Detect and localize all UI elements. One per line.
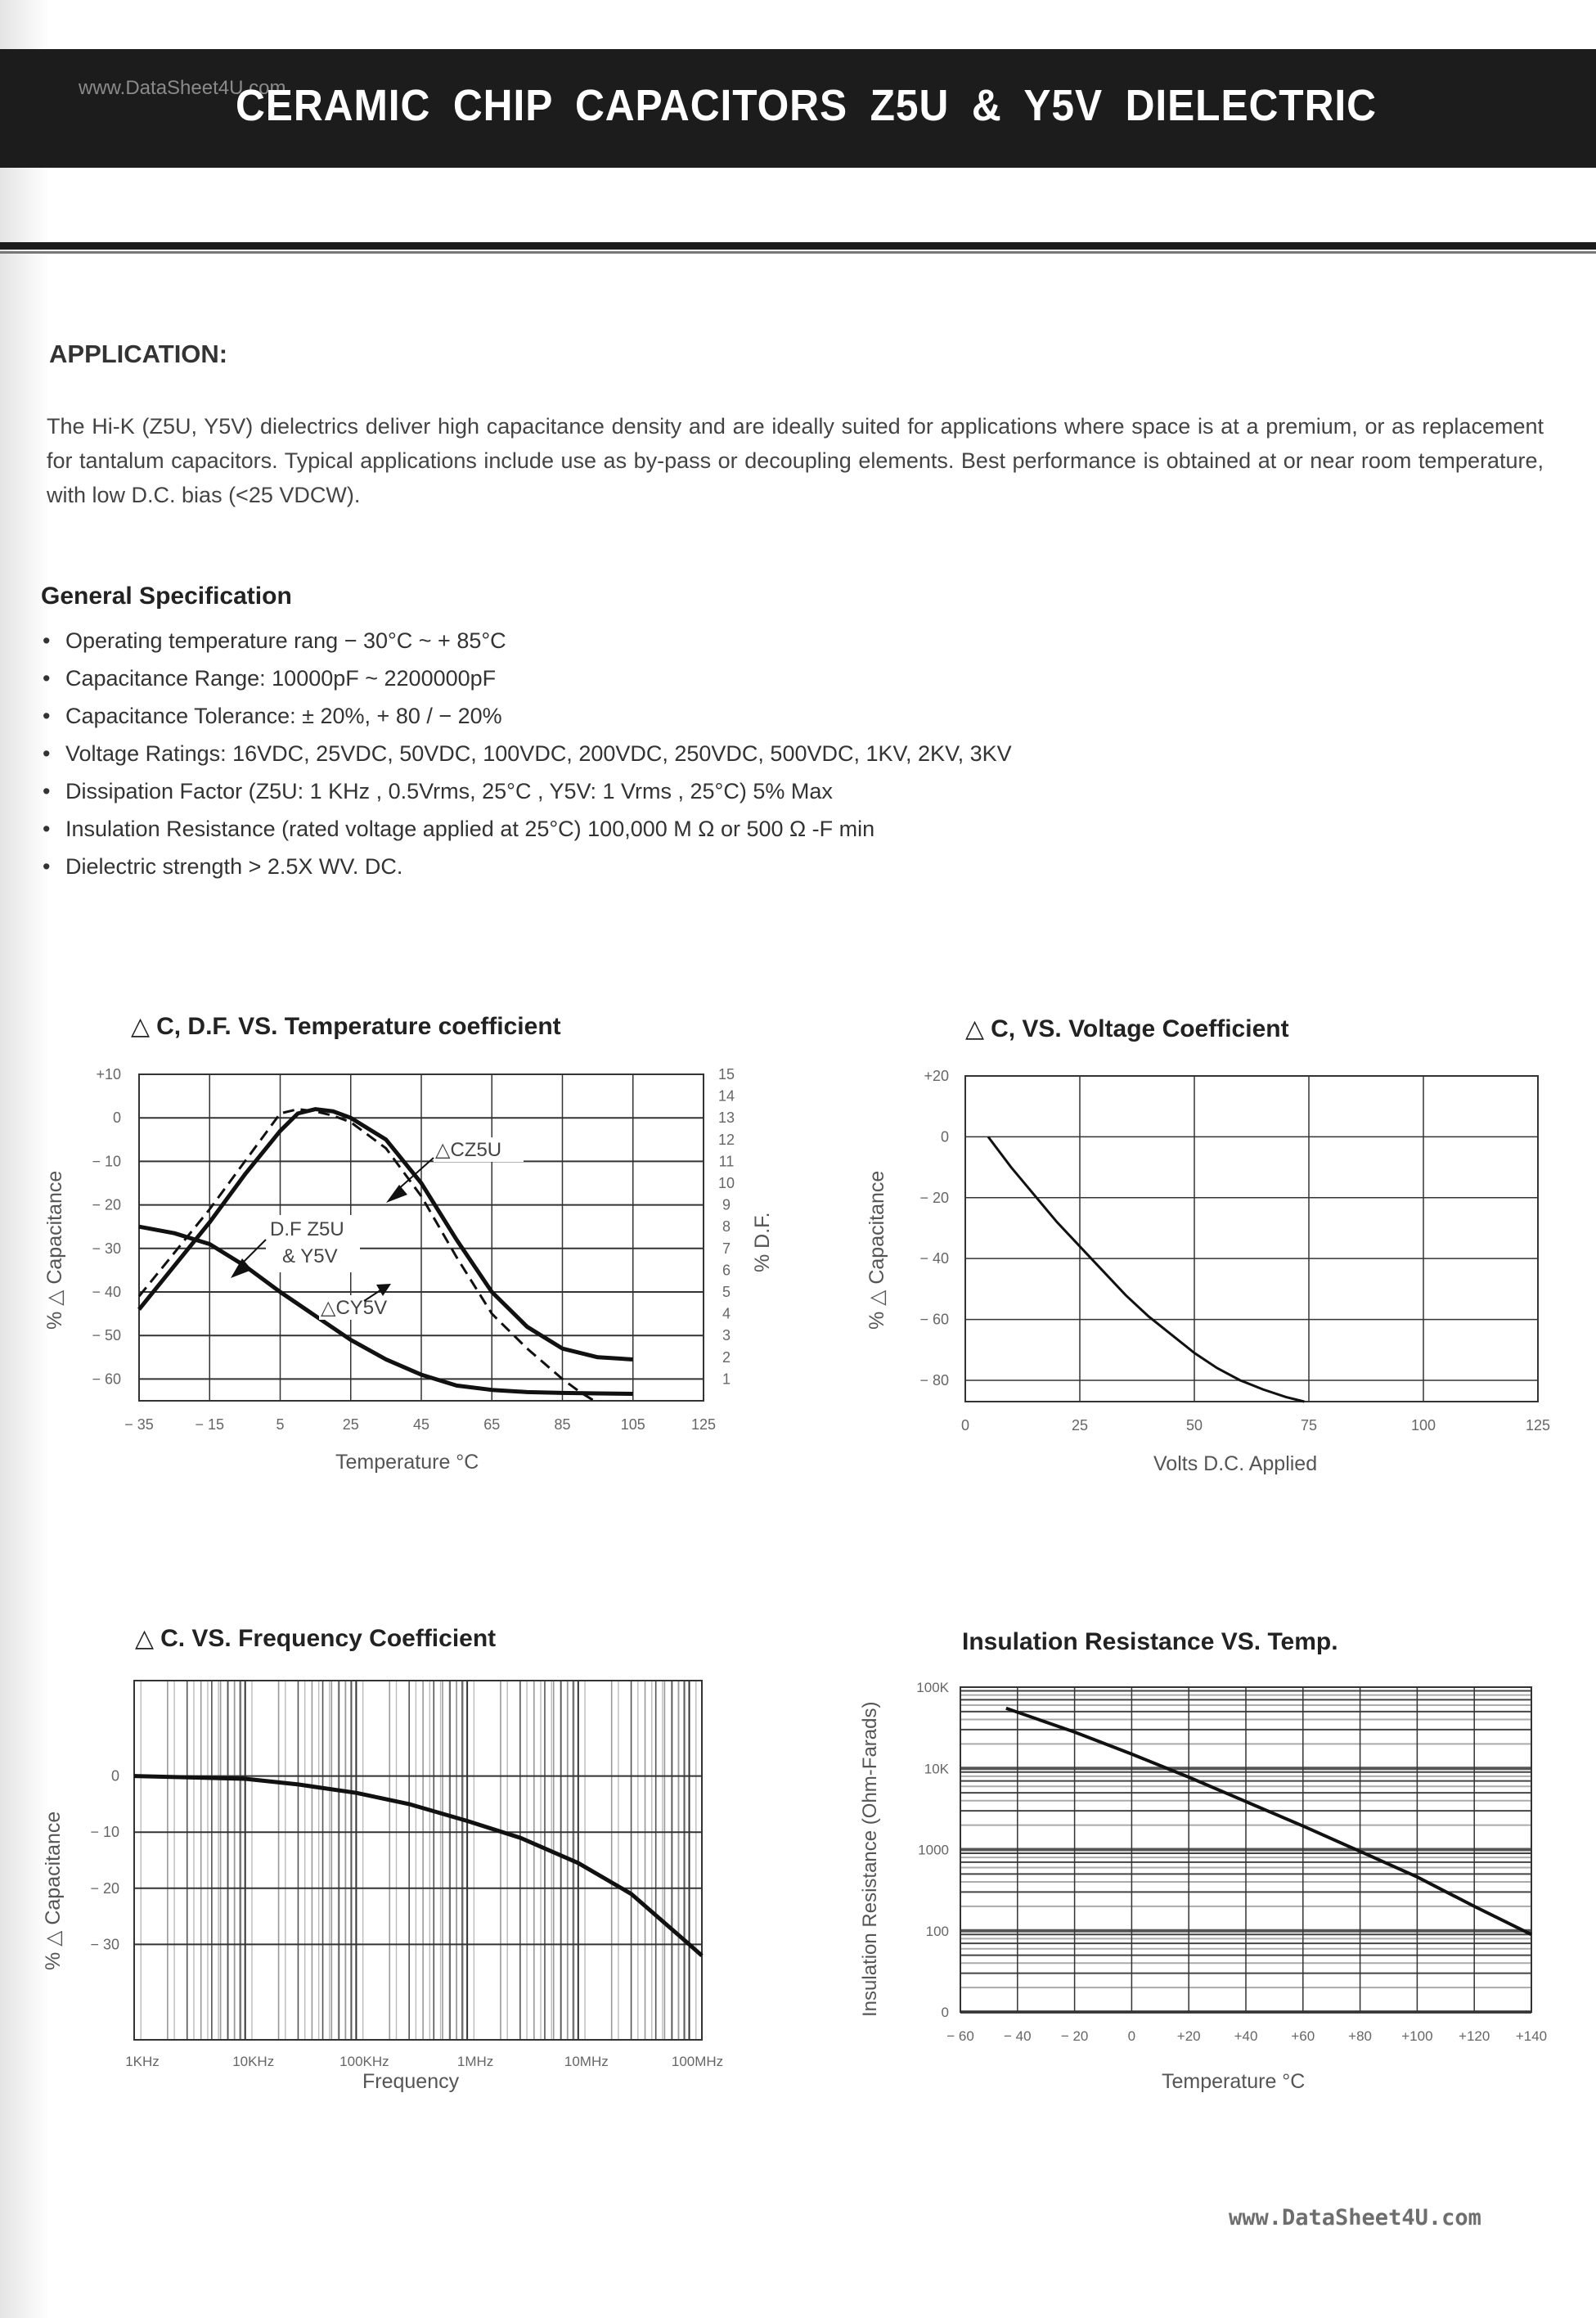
svg-text:− 30: − 30 (92, 1240, 121, 1257)
temp-chart-title: △ C, D.F. VS. Temperature coefficient (131, 1013, 561, 1040)
svg-text:4: 4 (722, 1305, 731, 1322)
bullet-icon: • (43, 704, 51, 728)
svg-text:6: 6 (722, 1262, 731, 1279)
svg-text:10K: 10K (924, 1761, 949, 1777)
svg-text:0: 0 (110, 1767, 119, 1785)
svg-text:− 40: − 40 (1004, 2028, 1032, 2044)
svg-text:△CY5V: △CY5V (321, 1297, 388, 1319)
svg-text:9: 9 (722, 1196, 731, 1213)
svg-text:25: 25 (1071, 1417, 1089, 1434)
frequency-coefficient-chart (82, 1669, 769, 2069)
svg-text:100: 100 (1410, 1417, 1436, 1434)
delta-icon: △ (965, 1015, 985, 1042)
svg-text:− 10: − 10 (90, 1824, 119, 1841)
svg-text:12: 12 (717, 1131, 735, 1148)
svg-text:− 60: − 60 (919, 1311, 949, 1328)
temp-chart-y2label: % D.F. (751, 1212, 774, 1272)
svg-text:− 20: − 20 (1060, 2028, 1089, 2044)
svg-text:5: 5 (722, 1284, 731, 1300)
svg-text:100MHz: 100MHz (671, 2054, 724, 2069)
svg-text:+100: +100 (1401, 2028, 1433, 2044)
volt-chart-title: △ C, VS. Voltage Coefficient (965, 1015, 1289, 1042)
svg-text:− 60: − 60 (946, 2028, 974, 2044)
svg-text:75: 75 (1300, 1417, 1318, 1434)
header-rule-thin (0, 251, 1596, 254)
svg-text:+20: +20 (924, 1068, 949, 1084)
svg-text:+20: +20 (1176, 2028, 1201, 2044)
svg-text:− 40: − 40 (92, 1284, 121, 1300)
top-watermark: www.DataSheet4U.com (79, 77, 286, 99)
svg-text:7: 7 (722, 1240, 731, 1257)
svg-text:1: 1 (722, 1371, 731, 1388)
bullet-icon: • (43, 854, 51, 879)
svg-text:1KHz: 1KHz (125, 2054, 160, 2069)
svg-text:+40: +40 (1234, 2028, 1258, 2044)
delta-icon: △ (135, 1625, 155, 1652)
svg-text:125: 125 (1525, 1417, 1551, 1434)
voltage-coefficient-chart (900, 1055, 1596, 1432)
svg-text:10KHz: 10KHz (232, 2054, 275, 2069)
freq-chart-ylabel: % △ Capacitance (42, 1811, 65, 1970)
svg-text:10: 10 (717, 1175, 735, 1191)
svg-text:65: 65 (483, 1416, 501, 1433)
svg-text:85: 85 (554, 1416, 571, 1433)
svg-text:10MHz: 10MHz (564, 2054, 609, 2069)
title-banner (0, 49, 1596, 168)
svg-text:8: 8 (722, 1218, 731, 1236)
svg-text:+60: +60 (1291, 2028, 1315, 2044)
svg-text:D.F Z5U: D.F Z5U (270, 1218, 344, 1240)
svg-text:15: 15 (717, 1066, 735, 1082)
svg-text:0: 0 (1127, 2028, 1136, 2044)
volt-chart-ylabel: % △ Capacitance (865, 1170, 888, 1330)
svg-text:+120: +120 (1459, 2028, 1490, 2044)
svg-text:1MHz: 1MHz (456, 2054, 494, 2069)
bullet-icon: • (43, 741, 51, 766)
bullet-icon: • (43, 817, 51, 841)
spec-item: • Capacitance Range: 10000pF ~ 2200000pF (43, 659, 1012, 697)
svg-text:& Y5V: & Y5V (282, 1245, 338, 1267)
svg-text:+10: +10 (96, 1066, 121, 1082)
svg-text:1000: 1000 (918, 1842, 949, 1858)
bullet-icon: • (43, 779, 51, 803)
page-title: CERAMIC CHIP CAPACITORS Z5U & Y5V DIELECTRIC (236, 81, 1377, 130)
volt-chart-xlabel: Volts D.C. Applied (1153, 1452, 1318, 1475)
svg-text:50: 50 (1185, 1417, 1203, 1434)
delta-icon: △ (131, 1013, 151, 1040)
svg-text:105: 105 (620, 1416, 645, 1433)
svg-text:+80: +80 (1348, 2028, 1373, 2044)
bullet-icon: • (43, 666, 51, 691)
svg-text:− 40: − 40 (919, 1250, 949, 1267)
svg-text:△CZ5U: △CZ5U (435, 1139, 502, 1161)
ir-chart-title: Insulation Resistance VS. Temp. (962, 1628, 1338, 1655)
svg-text:0: 0 (112, 1109, 121, 1127)
svg-text:0: 0 (960, 1417, 970, 1434)
header-rule (0, 242, 1596, 250)
bullet-icon: • (43, 628, 51, 653)
svg-text:2: 2 (722, 1348, 731, 1366)
spec-list (43, 622, 1012, 885)
spec-item: • Dissipation Factor (Z5U: 1 KHz , 0.5Vrms, 25°C , Y5V: 1 Vrms , 25°C) 5% Max (43, 772, 1012, 810)
svg-text:3: 3 (722, 1327, 731, 1344)
svg-text:13: 13 (717, 1109, 735, 1127)
svg-text:0: 0 (940, 1128, 949, 1145)
svg-text:11: 11 (718, 1153, 735, 1170)
svg-text:25: 25 (342, 1416, 359, 1433)
svg-text:− 50: − 50 (92, 1327, 121, 1344)
svg-text:0: 0 (941, 2005, 949, 2020)
svg-text:− 20: − 20 (90, 1879, 119, 1897)
footer-watermark: www.DataSheet4U.com (1229, 2205, 1481, 2230)
svg-text:− 60: − 60 (92, 1371, 121, 1388)
svg-text:− 80: − 80 (919, 1371, 949, 1389)
temp-chart-xlabel: Temperature °C (335, 1451, 479, 1474)
svg-text:5: 5 (276, 1416, 285, 1433)
freq-chart-title: △ C. VS. Frequency Coefficient (135, 1625, 497, 1652)
svg-text:+140: +140 (1515, 2028, 1548, 2044)
svg-text:− 10: − 10 (92, 1153, 121, 1170)
page-edge-shadow (0, 0, 49, 2318)
svg-text:− 30: − 30 (90, 1936, 119, 1953)
svg-text:100: 100 (925, 1923, 949, 1939)
svg-text:125: 125 (690, 1416, 717, 1433)
svg-text:− 35: − 35 (124, 1416, 154, 1433)
application-text: The Hi-K (Z5U, Y5V) dielectrics deliver high capacitance density and are ideally suited for applications where space is at a premium, or as replacement for tantalum capacitors. Typical applications include use as by-pass or decoupling elements. Best performance is obtained at or near room temperature, with low D.C. bias (<25 VDCW). (47, 414, 1544, 507)
svg-text:− 15: − 15 (195, 1416, 225, 1433)
general-spec-heading: General Specification (41, 583, 292, 610)
spec-item: • Insulation Resistance (rated voltage applied at 25°C) 100,000 M Ω or 500 Ω -F min (43, 810, 1012, 848)
insulation-resistance-chart (900, 1669, 1596, 2054)
application-heading: APPLICATION: (49, 340, 228, 368)
spec-item: • Dielectric strength > 2.5X WV. DC. (43, 848, 1012, 885)
spec-item: • Voltage Ratings: 16VDC, 25VDC, 50VDC, 100VDC, 200VDC, 250VDC, 500VDC, 1KV, 2KV, 3KV (43, 735, 1012, 772)
ir-chart-xlabel: Temperature °C (1162, 2070, 1306, 2093)
temp-coefficient-chart (82, 1055, 769, 1432)
ir-chart-ylabel: Insulation Resistance (Ohm-Farads) (859, 1701, 881, 2017)
spec-item: • Capacitance Tolerance: ± 20%, + 80 / − 20% (43, 697, 1012, 735)
svg-text:− 20: − 20 (92, 1196, 121, 1213)
spec-item: • Operating temperature rang − 30°C ~ + 85°C (43, 622, 1012, 659)
svg-text:100K: 100K (916, 1680, 949, 1695)
temp-chart-ylabel: % △ Capacitance (43, 1170, 66, 1330)
svg-text:45: 45 (412, 1416, 430, 1433)
svg-text:100KHz: 100KHz (339, 2054, 389, 2069)
svg-text:14: 14 (717, 1087, 735, 1105)
freq-chart-xlabel: Frequency (362, 2070, 460, 2093)
svg-text:− 20: − 20 (919, 1189, 949, 1206)
